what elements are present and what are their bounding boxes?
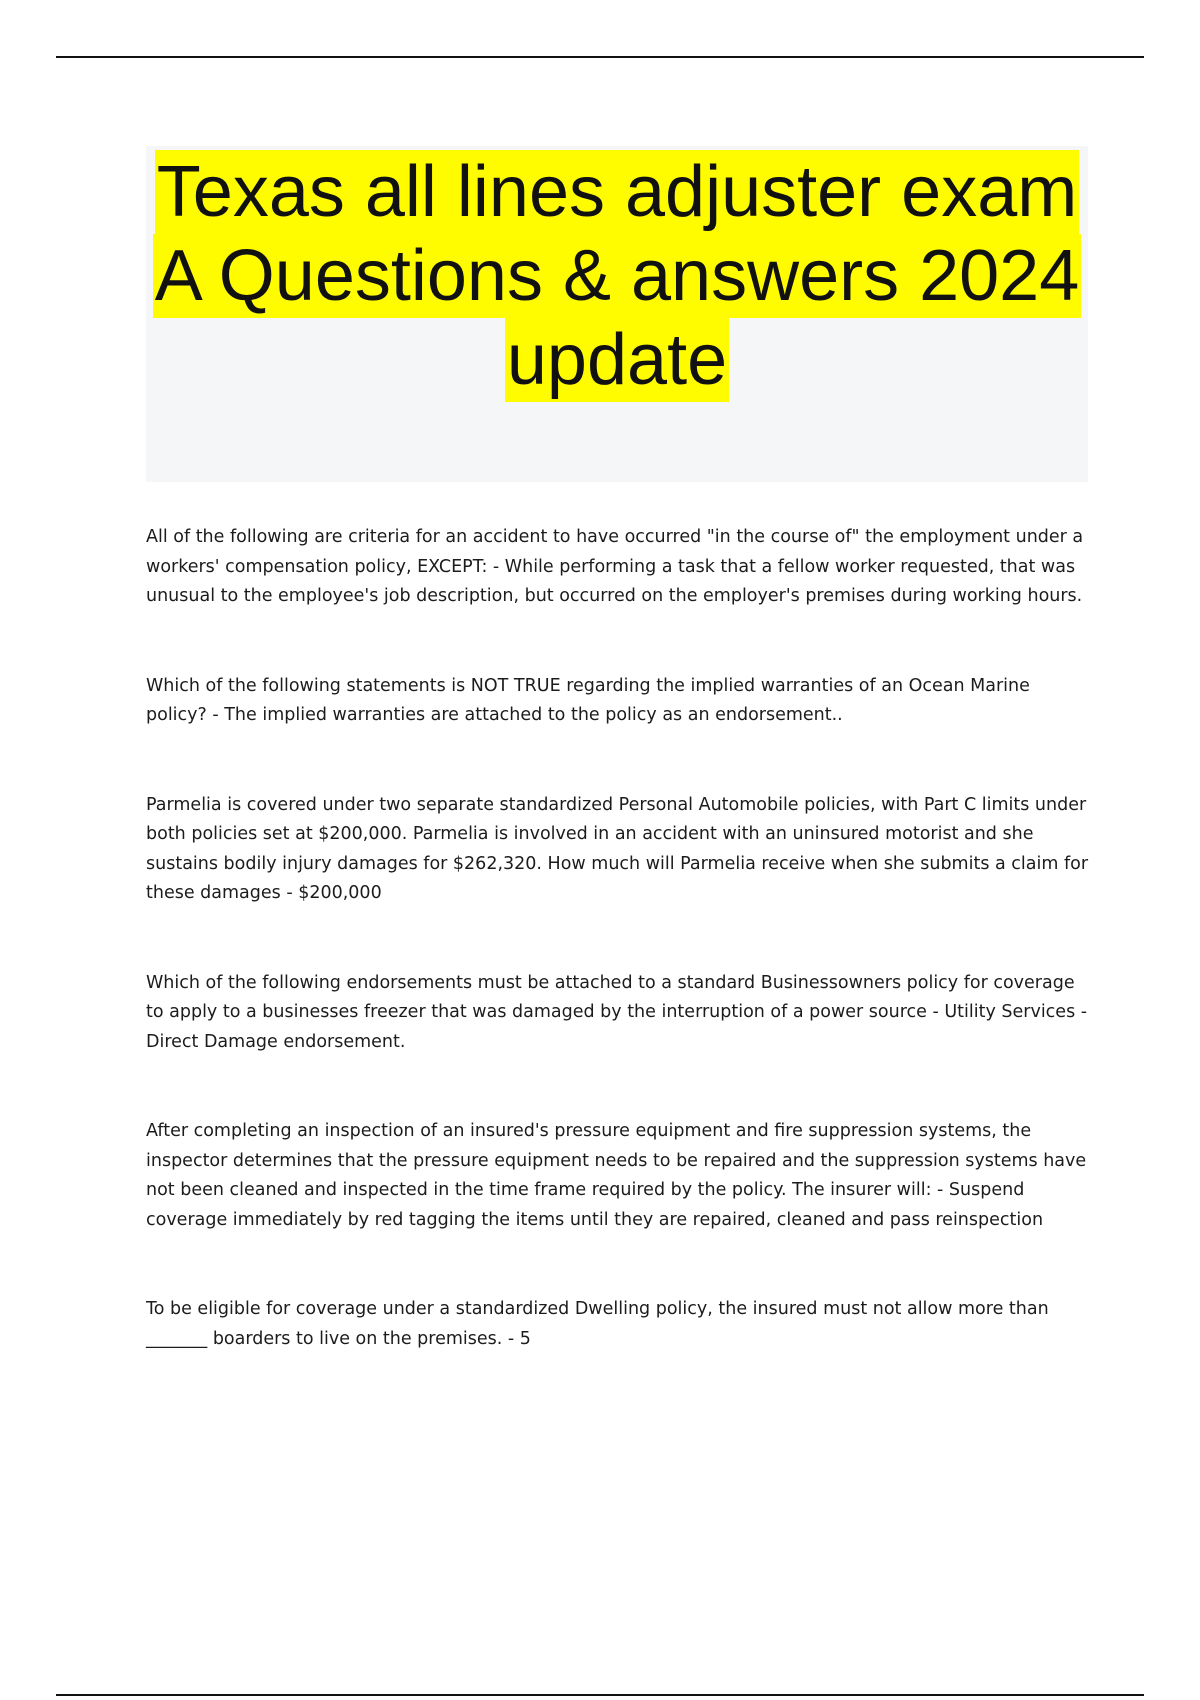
qa-item-6: To be eligible for coverage under a standardized Dwelling policy, the insured must not allow more than _______ boarders to live on the premises. - 5 — [146, 1299, 1049, 1349]
title-line-1: Texas all lines adjuster exam — [156, 152, 1078, 232]
qa-item-1: All of the following are criteria for an accident to have occurred "in the course of" the employment under a workers' compensation policy, EXCEPT: - While performing a task that a fellow worker requested, that was unusual to the employee's job description, but occurred on the employer's premises during working hours. — [146, 527, 1084, 606]
qa-item-2: Which of the following statements is NOT TRUE regarding the implied warranties of an Ocean Marine policy? - The implied warranties are attached to the policy as an endorsement.. — [146, 675, 1030, 725]
qa-list — [146, 523, 1091, 1414]
title-line-2: A Questions & answers 2024 — [154, 236, 1080, 316]
title-block — [146, 146, 1088, 482]
qa-item-3: Parmelia is covered under two separate standardized Personal Automobile policies, with Part C limits under both policies set at $200,000. Parmelia is involved in an accident with an uninsured motorist and she sustains bodily injury damages for $262,320. How much will Parmelia receive when she submits a claim for these damages - $200,000 — [146, 794, 1089, 903]
bottom-rule — [56, 1694, 1144, 1696]
qa-item-5: After completing an inspection of an insured's pressure equipment and fire suppression systems, the inspector determines that the pressure equipment needs to be repaired and the suppression systems have not been cleaned and inspected in the time frame required by the policy. The insurer will: - Suspend coverage immediately by red tagging the items until they are repaired, cleaned and pass reinspection — [146, 1121, 1087, 1230]
title-line-3: update — [506, 320, 728, 400]
qa-item-4: Which of the following endorsements must be attached to a standard Businessowners policy for coverage to apply to a businesses freezer that was damaged by the interruption of a power source - Utility Services - Direct Damage endorsement. — [146, 972, 1088, 1052]
document-title — [146, 146, 1088, 402]
top-rule — [56, 56, 1144, 58]
